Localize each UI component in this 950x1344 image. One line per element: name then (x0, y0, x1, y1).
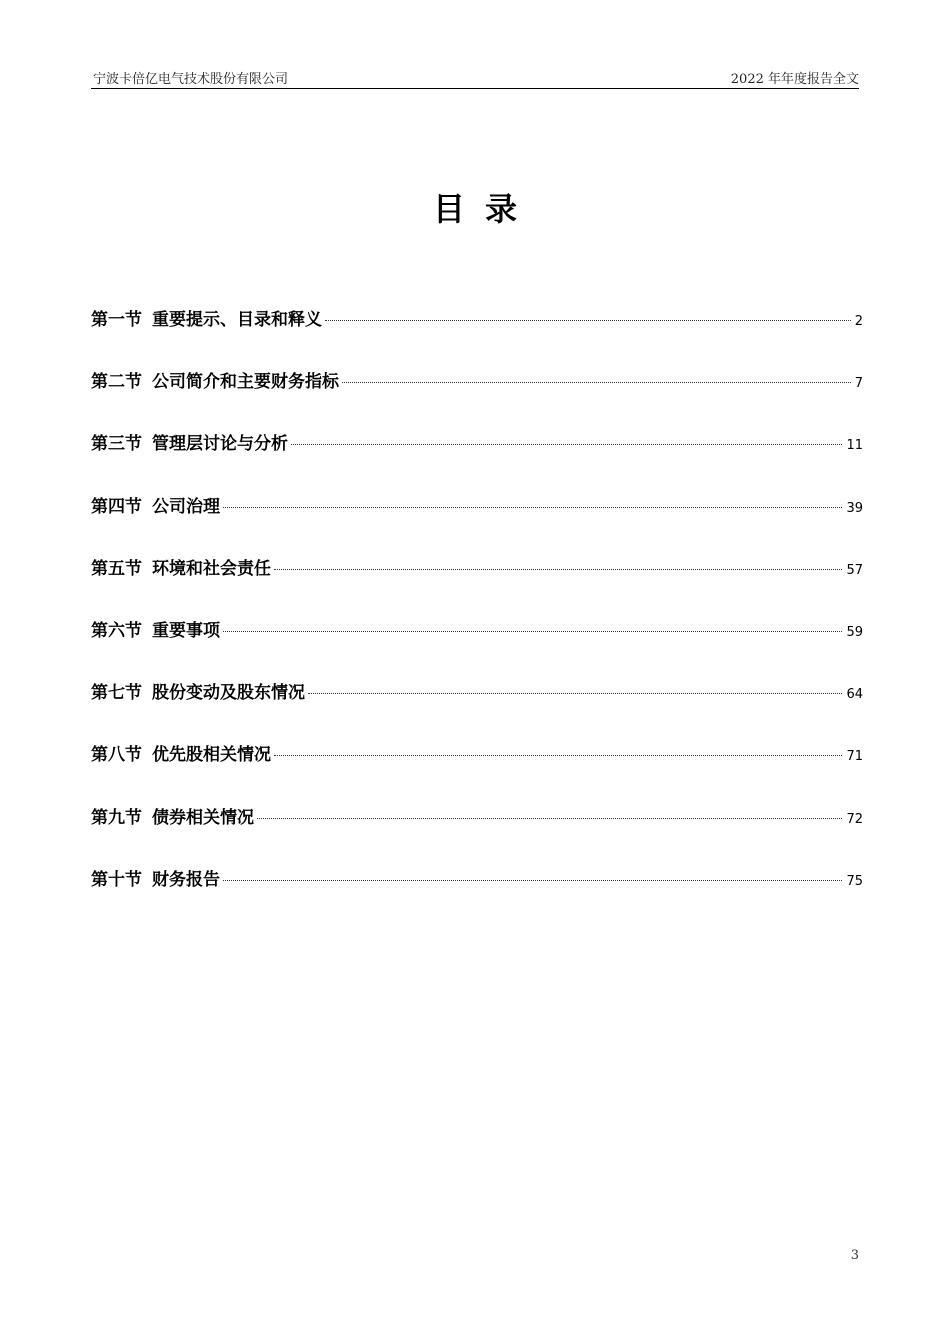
toc-section-number: 第九节 (91, 807, 142, 828)
toc-section-title: 债券相关情况 (152, 807, 254, 828)
toc-section-title: 优先股相关情况 (152, 745, 271, 766)
company-name: 宁波卡倍亿电气技术股份有限公司 (93, 72, 289, 87)
page-header (91, 66, 859, 89)
toc-section-number: 第七节 (91, 683, 142, 704)
toc-leader-dots (274, 755, 842, 756)
toc-section-number: 第八节 (91, 745, 142, 766)
toc-page-number: 2 (854, 314, 863, 329)
toc-heading: 目录 (432, 190, 537, 228)
toc-section-number: 第五节 (91, 558, 142, 579)
toc-section-title: 公司简介和主要财务指标 (152, 372, 339, 393)
toc-page-number: 11 (846, 438, 863, 454)
toc-leader-dots (257, 818, 842, 819)
toc-page-number: 72 (846, 811, 863, 827)
toc-page-number: 39 (846, 500, 863, 516)
toc-leader-dots (342, 382, 851, 383)
toc-entry[interactable] (91, 616, 863, 678)
toc-page-number: 75 (846, 873, 863, 889)
toc-section-number: 第六节 (91, 620, 142, 641)
toc-entry[interactable] (91, 492, 863, 554)
toc-entry[interactable] (91, 803, 863, 865)
toc-section-title: 管理层讨论与分析 (152, 434, 288, 455)
toc-page-number: 64 (846, 687, 863, 703)
toc-section-number: 第十节 (91, 869, 142, 890)
toc-section-title: 重要事项 (152, 620, 220, 641)
toc-entry[interactable] (91, 865, 863, 927)
toc-section-number: 第一节 (91, 310, 142, 330)
toc-section-title: 财务报告 (152, 869, 220, 890)
toc-page-number: 7 (854, 376, 863, 392)
toc-section-number: 第二节 (91, 372, 142, 393)
toc-section-title: 公司治理 (152, 496, 220, 517)
toc-page-number: 71 (846, 749, 863, 765)
toc-entry[interactable] (91, 740, 863, 802)
toc-section-title: 重要提示、目录和释义 (152, 310, 322, 330)
toc-section-number: 第四节 (91, 496, 142, 517)
toc-leader-dots (308, 693, 842, 694)
toc-section-title: 股份变动及股东情况 (152, 683, 305, 704)
toc-entry[interactable] (91, 678, 863, 740)
toc-leader-dots (223, 507, 842, 508)
toc-page-number: 59 (846, 624, 863, 640)
toc-section-number: 第三节 (91, 434, 142, 455)
toc-leader-dots (291, 444, 842, 445)
toc-entry[interactable] (91, 429, 863, 491)
table-of-contents (91, 305, 863, 927)
page-number: 3 (850, 1248, 859, 1263)
toc-leader-dots (274, 569, 842, 570)
toc-section-title: 环境和社会责任 (152, 558, 271, 579)
document-title: 2022 年年度报告全文 (730, 72, 859, 87)
toc-leader-dots (223, 880, 842, 881)
toc-page-number: 57 (846, 562, 863, 578)
toc-entry[interactable] (91, 554, 863, 616)
toc-entry[interactable] (91, 367, 863, 429)
toc-entry[interactable] (91, 305, 863, 367)
toc-leader-dots (223, 631, 842, 632)
toc-leader-dots (325, 320, 851, 321)
